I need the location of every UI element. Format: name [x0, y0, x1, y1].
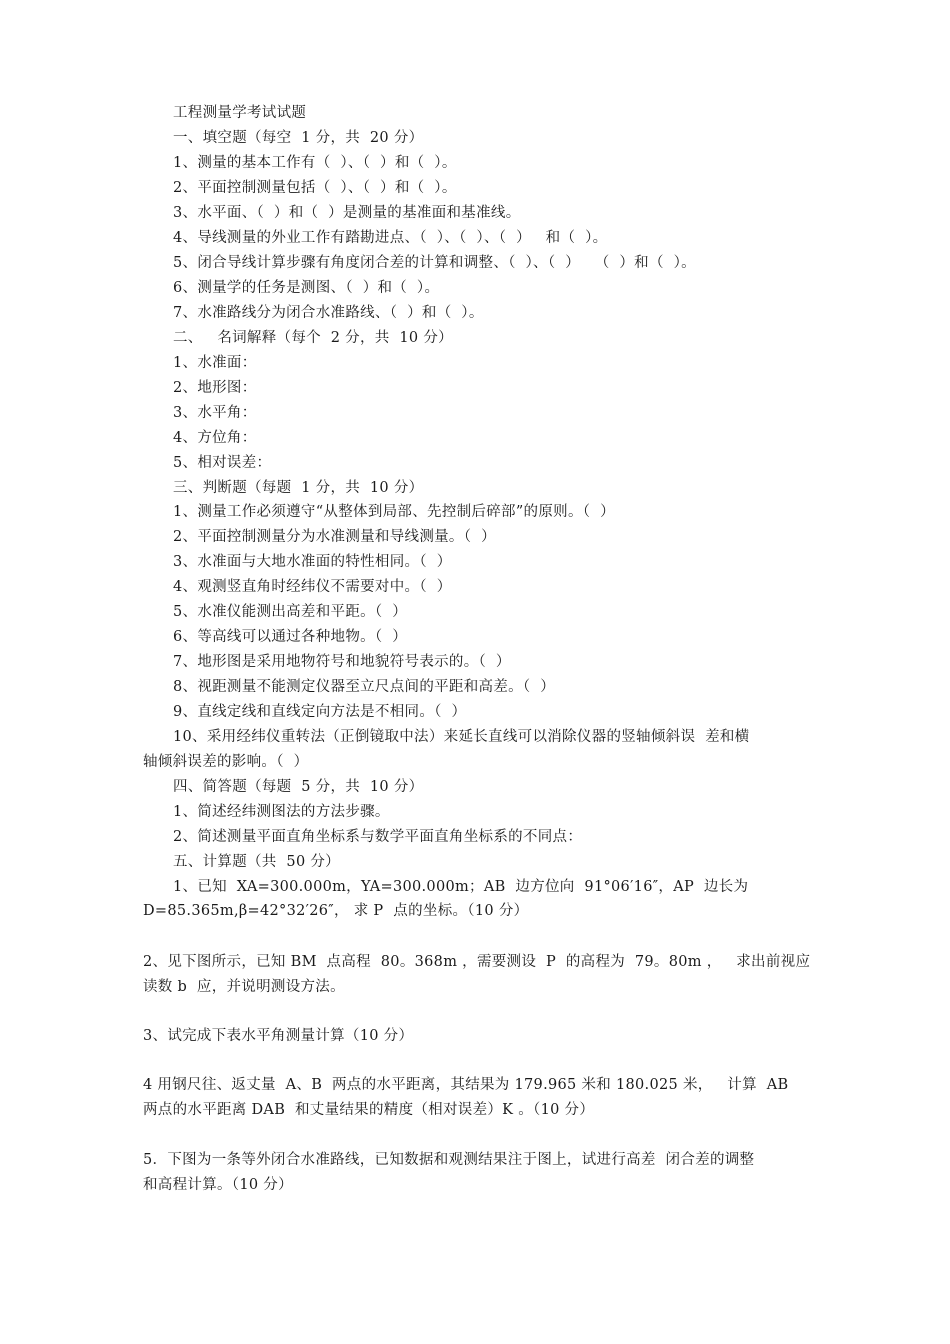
term-item: 2、地形图： [173, 380, 257, 396]
judgement-item-10-line1: 10、采用经纬仪重转法（正倒镜取中法）来延长直线可以消除仪器的竖轴倾斜误 差和横 [173, 729, 750, 745]
section-1-heading: 一、填空题（每空 1 分，共 20 分） [173, 130, 424, 146]
calc-question-4-line1: 4 用钢尺往、返丈量 A、B 两点的水平距离，其结果为 179.965 米和 180.025 米， 计算 AB [143, 1077, 789, 1093]
fill-blank-item: 1、测量的基本工作有（ ）、（ ）和（ ）。 [173, 155, 457, 171]
judgement-item: 9、直线定线和直线定向方法是不相同。（ ） [173, 704, 467, 720]
section-3-heading: 三、判断题（每题 1 分，共 10 分） [173, 480, 424, 496]
judgement-item: 8、视距测量不能测定仪器至立尺点间的平距和高差。（ ） [173, 679, 556, 695]
term-item: 3、水平角： [173, 405, 257, 421]
calc-question-1-line2: D=85.365m,β=42°32′26″， 求 P 点的坐标。（10 分） [143, 903, 529, 919]
section-5-heading: 五、计算题（共 50 分） [173, 854, 340, 870]
term-item: 5、相对误差： [173, 455, 272, 471]
judgement-item: 1、测量工作必须遵守“从整体到局部、先控制后碎部”的原则。（ ） [173, 504, 615, 520]
section-4-heading: 四、简答题（每题 5 分，共 10 分） [173, 779, 424, 795]
judgement-item-10-line2: 轴倾斜误差的影响。（ ） [143, 754, 309, 770]
fill-blank-item: 6、测量学的任务是测图、（ ）和（ ）。 [173, 280, 440, 296]
calc-question-2-line1: 2、见下图所示，已知 BM 点高程 80。368m ，需要测设 P 的高程为 79。80m ， 求出前视应 [143, 954, 811, 970]
judgement-item: 5、水准仪能测出高差和平距。（ ） [173, 604, 408, 620]
judgement-item: 4、观测竖直角时经纬仪不需要对中。（ ） [173, 579, 452, 595]
judgement-item: 3、水准面与大地水准面的特性相同。（ ） [173, 554, 452, 570]
calc-question-2-line2: 读数 b 应，并说明测设方法。 [143, 979, 345, 995]
fill-blank-item: 3、水平面、（ ）和（ ）是测量的基准面和基准线。 [173, 205, 521, 221]
calc-question-5-line2: 和高程计算。（10 分） [143, 1177, 293, 1193]
judgement-item: 6、等高线可以通过各种地物。（ ） [173, 629, 408, 645]
short-answer-item: 1、简述经纬测图法的方法步骤。 [173, 804, 390, 820]
calc-question-3: 3、试完成下表水平角测量计算（10 分） [143, 1028, 414, 1044]
calc-question-4-line2: 两点的水平距离 DAB 和丈量结果的精度（相对误差）K 。（10 分） [143, 1102, 595, 1118]
fill-blank-item: 2、平面控制测量包括（ ）、（ ）和（ ）。 [173, 180, 457, 196]
calc-question-1-line1: 1、已知 XA=300.000m，YA=300.000m；AB 边方位向 91°06′16″，AP 边长为 [173, 879, 749, 895]
term-item: 1、水准面： [173, 355, 257, 371]
document-title: 工程测量学考试试题 [173, 105, 307, 121]
fill-blank-item: 4、导线测量的外业工作有踏勘进点、（ ）、（ ）、（ ） 和（ ）。 [173, 230, 608, 246]
fill-blank-item: 7、水准路线分为闭合水准路线、（ ）和（ ）。 [173, 305, 484, 321]
judgement-item: 7、地形图是采用地物符号和地貌符号表示的。（ ） [173, 654, 511, 670]
short-answer-item: 2、简述测量平面直角坐标系与数学平面直角坐标系的不同点： [173, 829, 583, 845]
judgement-item: 2、平面控制测量分为水准测量和导线测量。（ ） [173, 529, 496, 545]
calc-question-5-line1: 5．下图为一条等外闭合水准路线，已知数据和观测结果注于图上，试进行高差 闭合差的调整 [143, 1152, 755, 1168]
term-item: 4、方位角： [173, 430, 257, 446]
fill-blank-item: 5、闭合导线计算步骤有角度闭合差的计算和调整、（ ）、（ ） （ ）和（ ）。 [173, 255, 696, 271]
section-2-heading: 二、 名词解释（每个 2 分，共 10 分） [173, 330, 453, 346]
